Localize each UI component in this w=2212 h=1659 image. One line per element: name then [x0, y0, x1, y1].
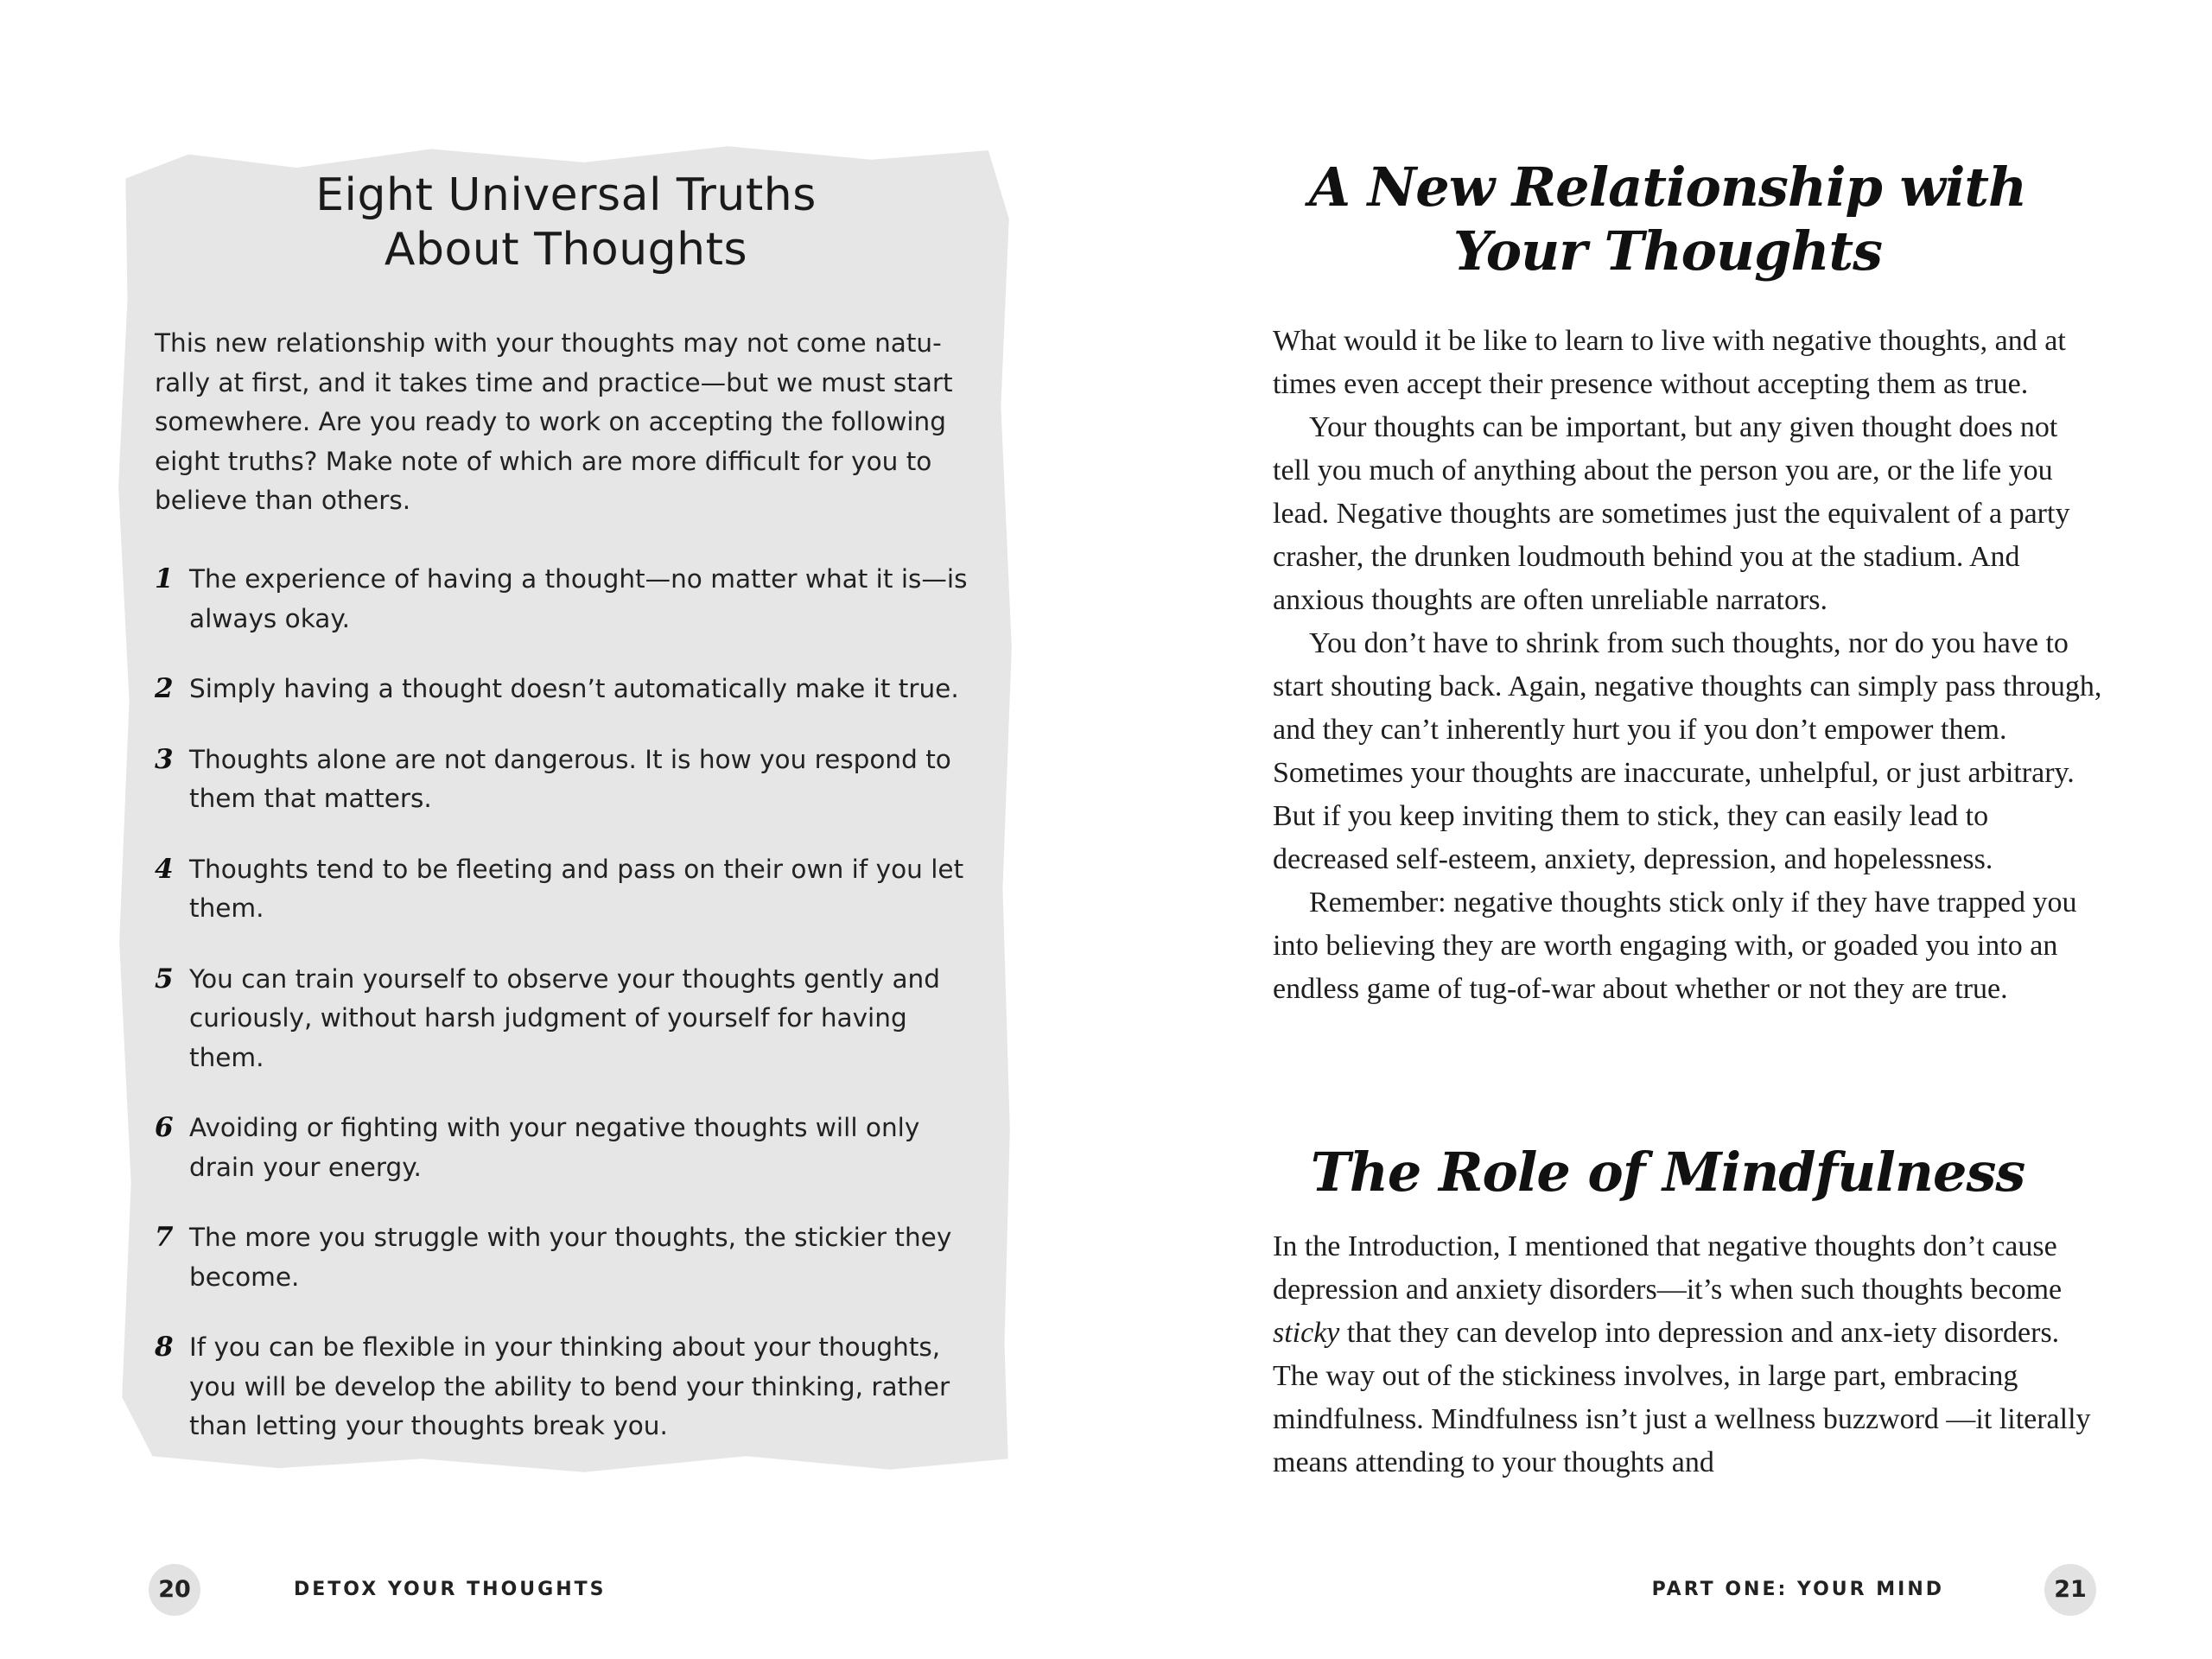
- truth-item: [155, 960, 984, 1078]
- truth-number: 5: [155, 963, 174, 995]
- truth-number: 4: [155, 853, 174, 885]
- truth-number: 8: [155, 1332, 174, 1363]
- truth-item: [155, 1218, 984, 1297]
- section-heading-relationship: [1270, 156, 2065, 283]
- truth-item: [155, 1109, 984, 1187]
- truth-number: 7: [155, 1222, 174, 1253]
- truth-text: The more you struggle with your thoughts, the stickier they become.: [189, 1223, 952, 1292]
- running-head-left: DETOX YOUR THOUGHTS: [294, 1579, 607, 1600]
- box-title-line-2: About Thoughts: [384, 224, 748, 276]
- section-body-mindfulness: [1273, 1225, 2102, 1484]
- truth-text: You can train yourself to observe your thoughts gently and curiously, without harsh judgment of yourself for having them.: [189, 963, 940, 1072]
- truth-number: 1: [155, 563, 174, 594]
- section-body-relationship: [1273, 320, 2102, 1011]
- page-number-right: 21: [2044, 1564, 2096, 1616]
- truth-text: The experience of having a thought—no matter what it is—is always okay.: [189, 564, 968, 633]
- truth-number: 3: [155, 743, 174, 775]
- truth-text: Avoiding or fighting with your negative thoughts will only drain your energy.: [189, 1113, 920, 1182]
- box-intro: This new relationship with your thoughts may not come natu-rally at first, and it takes time and practice—but we must start somewhere. Are you ready to work on accepting the following eight truths? Make note of which are more difficult for you to believe than others.: [155, 328, 953, 515]
- section-heading-mindfulness: The Role of Mindfulness: [1310, 1141, 2025, 1204]
- truths-list: [155, 560, 984, 1478]
- running-head-right: PART ONE: YOUR MIND: [1651, 1579, 1944, 1600]
- truth-item: [155, 560, 984, 639]
- truth-text: Simply having a thought doesn’t automatically make it true.: [189, 674, 959, 703]
- body-paragraph: You don’t have to shrink from such thoughts, nor do you have to start shouting back. Again, negative thoughts can simply pass through, and they can’t inherently hurt you if you don’t empower them. Sometimes your thoughts are inaccurate, unhelpful, or just arbitrary. But if you keep inviting them to stick, they can easily lead to decreased self-esteem, anxiety, depression, and hopelessness.: [1273, 627, 2102, 875]
- truth-text: Thoughts tend to be fleeting and pass on their own if you let them.: [189, 854, 964, 923]
- truth-item: [155, 850, 984, 929]
- truth-number: 6: [155, 1112, 174, 1143]
- body-paragraph: [1273, 1225, 2102, 1484]
- page-number-left: 20: [149, 1564, 200, 1616]
- paragraph-text-start: In the Introduction, I mentioned that negative thoughts don’t cause depression and anxiety disorders—it’s when such thoughts become: [1273, 1230, 2063, 1306]
- truth-item: [155, 670, 984, 709]
- heading-line-2: Your Thoughts: [1452, 219, 1883, 283]
- truth-number: 2: [155, 673, 174, 704]
- truth-item: [155, 1328, 984, 1446]
- emphasis-sticky: sticky: [1273, 1317, 1340, 1349]
- body-paragraph: Your thoughts can be important, but any given thought does not tell you much of anything about the person you are, or the life you lead. Negative thoughts are sometimes just the equivalent of a party crasher, the drunken loudmouth behind you at the stadium. And anxious thoughts are often unreliable narrators.: [1273, 411, 2070, 616]
- box-title-line-1: Eight Universal Truths: [315, 169, 817, 221]
- body-paragraph: What would it be like to learn to live with negative thoughts, and at times even accept their presence without accepting them as true.: [1273, 325, 2066, 400]
- paragraph-text-end: that they can develop into depression and anx-iety disorders. The way out of the stickiness involves, in large part, embracing mindfulness. Mindfulness isn’t just a wellness buzzword —it literally means attending to your thoughts and: [1273, 1317, 2091, 1478]
- box-title: [117, 168, 1015, 277]
- truth-text: Thoughts alone are not dangerous. It is how you respond to them that matters.: [189, 744, 951, 813]
- truth-item: [155, 741, 984, 819]
- heading-line-1: A New Relationship with: [1308, 156, 2027, 219]
- truth-text: If you can be flexible in your thinking about your thoughts, you will be develop the ability to bend your thinking, rather than letting your thoughts break you.: [189, 1332, 950, 1440]
- body-paragraph: Remember: negative thoughts stick only if they have trapped you into believing they are worth engaging with, or goaded you into an endless game of tug-of-war about whether or not they are true.: [1273, 887, 2077, 1005]
